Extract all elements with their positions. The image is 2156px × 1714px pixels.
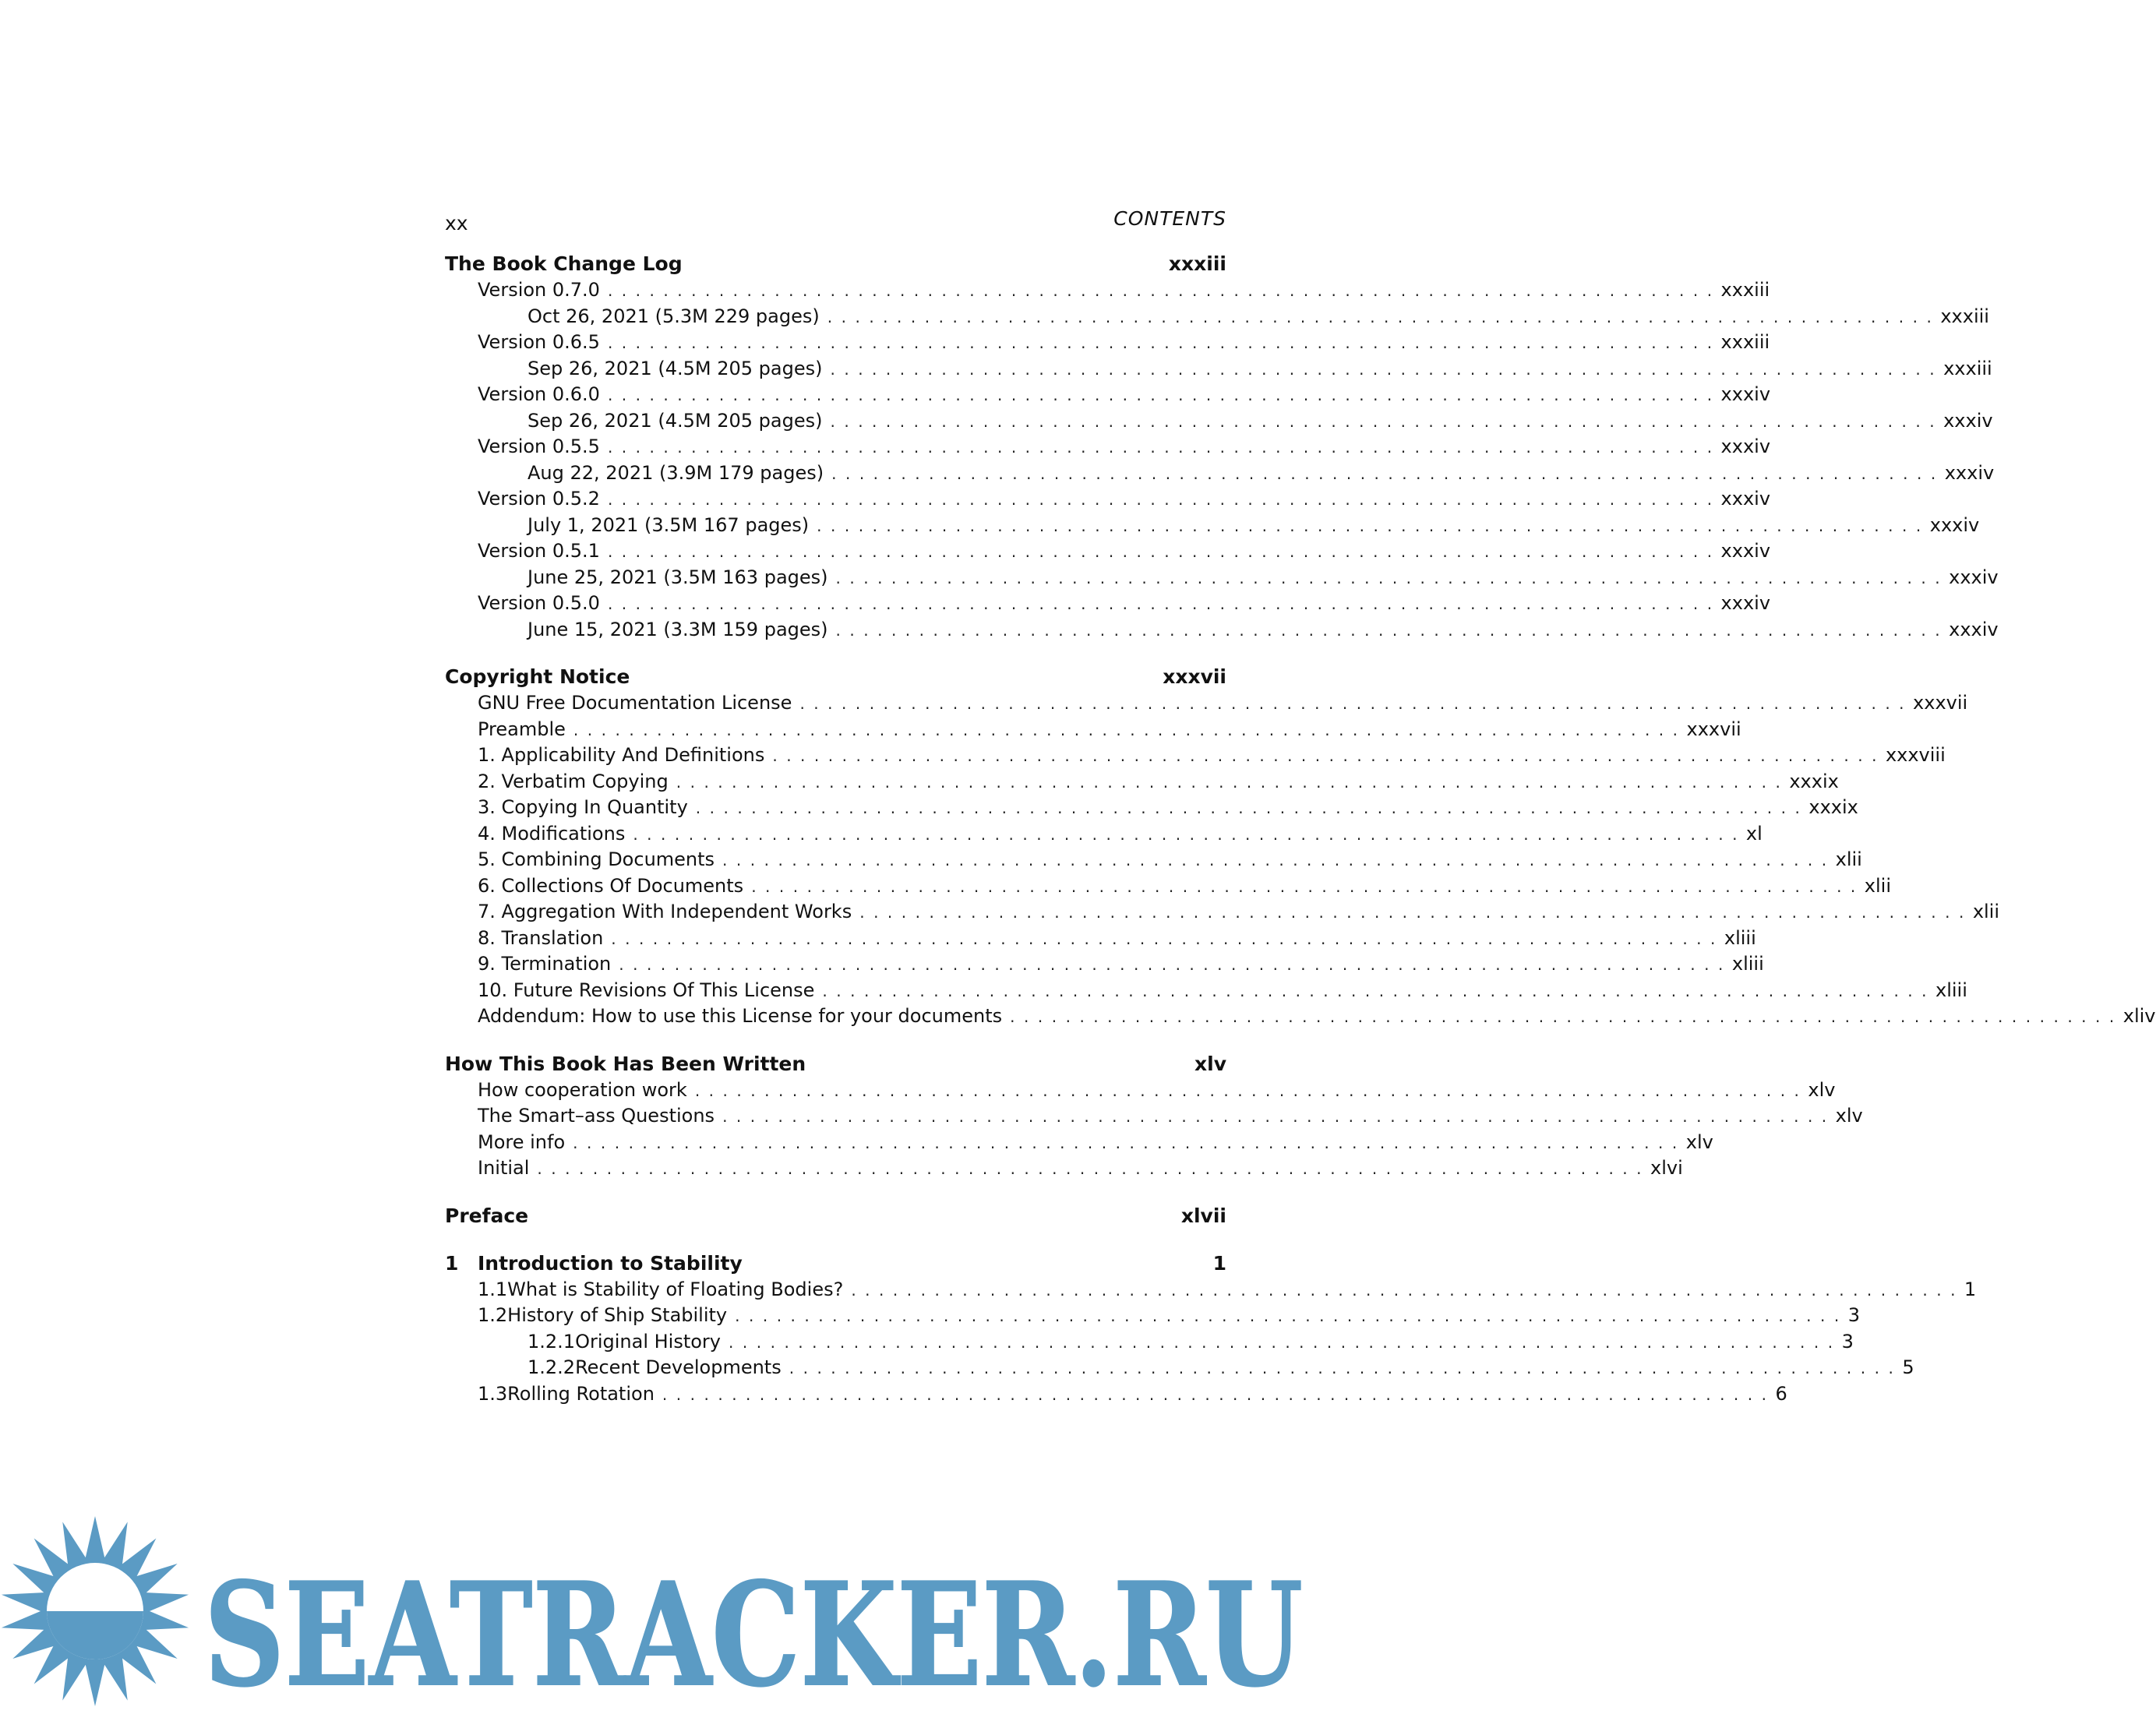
toc-entry-title: 8. Translation <box>478 926 604 949</box>
toc-entry-page: xlvi <box>1650 1157 1683 1179</box>
toc-entry[interactable] <box>445 978 1967 1004</box>
toc-entry-page: xxxiv <box>1944 461 1995 484</box>
toc-entry[interactable] <box>445 1381 1787 1408</box>
dot-leader: ................................................................................ <box>607 333 1721 352</box>
sun-icon <box>2 1516 189 1706</box>
toc-section-title: Copyright Notice <box>445 665 630 688</box>
toc-section-page: xlvii <box>1180 1204 1226 1227</box>
toc-entry[interactable] <box>445 565 1999 591</box>
toc-entry-page: xlii <box>1835 848 1862 870</box>
toc-entry-page: xxxiv <box>1949 618 1999 640</box>
toc-entry-page: xlii <box>1864 874 1891 897</box>
toc-entry-title: Sep 26, 2021 (4.5M 205 pages) <box>528 357 823 379</box>
dot-leader: ................................................................................ <box>695 799 1809 817</box>
toc-entry[interactable] <box>445 277 1770 304</box>
page-header <box>445 207 1226 235</box>
toc-entry-page: 3 <box>1841 1330 1854 1353</box>
dot-leader: ................................................................................ <box>789 1359 1903 1377</box>
dot-leader: ................................................................................ <box>607 542 1721 561</box>
toc-entry-page: xxxvii <box>1913 692 1968 714</box>
toc-entry[interactable] <box>445 821 1763 848</box>
toc-entry-title: 5. Combining Documents <box>478 848 715 870</box>
toc-entry-title: More info <box>478 1130 566 1153</box>
toc-entry-page: xliii <box>1731 953 1764 975</box>
toc-entry-page: xxxix <box>1808 796 1858 818</box>
toc-entry-title: Version 0.7.0 <box>478 279 600 301</box>
toc-entry[interactable] <box>445 1277 1977 1303</box>
toc-entry-page: xxxiv <box>1929 513 1980 536</box>
toc-entry-page: 1 <box>1964 1278 1977 1300</box>
dot-leader: ................................................................................ <box>830 411 1944 431</box>
toc-entry-title: 10. Future Revisions Of This License <box>478 979 815 1001</box>
toc-entry-page: xxxiv <box>1720 540 1771 562</box>
toc-entry-title: Preamble <box>478 718 566 740</box>
toc-entry-title: 6. Collections Of Documents <box>478 874 744 897</box>
toc-entry-title: Initial <box>478 1157 530 1179</box>
toc-entry[interactable] <box>445 434 1771 460</box>
toc-entry[interactable] <box>445 742 1946 769</box>
toc-entry[interactable] <box>445 304 1989 330</box>
dot-leader: ................................................................................ <box>633 824 1746 844</box>
toc-entry-title: What is Stability of Floating Bodies? <box>507 1278 844 1300</box>
toc-entry-page: xxxiv <box>1949 566 1999 588</box>
toc-entry-title: History of Ship Stability <box>507 1304 728 1326</box>
toc-section-page: xlv <box>1194 1052 1226 1075</box>
toc-section-title: Preface <box>445 1204 529 1227</box>
watermark-logo <box>0 1519 1325 1714</box>
toc-entry-title: 3. Copying In Quantity <box>478 796 688 818</box>
toc-entry[interactable] <box>445 1077 1836 1104</box>
toc-entry-title: Addendum: How to use this License for your documents <box>478 1005 1003 1027</box>
toc-section-page: 1 <box>1212 1251 1226 1275</box>
dot-leader: ................................................................................ <box>611 929 1724 948</box>
toc-entry-page: xlv <box>1685 1130 1713 1153</box>
toc-entry-title: Version 0.5.0 <box>478 592 600 614</box>
toc-entry[interactable] <box>445 513 1980 539</box>
toc-entry[interactable] <box>445 795 1858 821</box>
dot-leader: ................................................................................ <box>537 1159 1651 1178</box>
toc-entry-number: 1.3 <box>478 1382 508 1405</box>
toc-entry-page: 5 <box>1902 1356 1914 1378</box>
dot-leader: ................................................................................ <box>835 620 1950 640</box>
toc-entry[interactable] <box>445 1329 1854 1356</box>
toc-entry[interactable] <box>445 538 1771 565</box>
dot-leader: ................................................................................ <box>722 851 1836 869</box>
toc-entry-title: Version 0.6.5 <box>478 331 600 353</box>
toc-entry-title: GNU Free Documentation License <box>478 692 792 714</box>
toc-entry[interactable] <box>445 1155 1683 1182</box>
toc-section-page: xxxvii <box>1163 665 1226 688</box>
dot-leader: ................................................................................ <box>722 1107 1836 1126</box>
toc-entry[interactable] <box>445 769 1839 795</box>
toc-entry[interactable] <box>445 591 1771 617</box>
toc-entry[interactable] <box>445 690 1968 717</box>
toc-entry-title: Oct 26, 2021 (5.3M 229 pages) <box>528 305 820 327</box>
dot-leader: ................................................................................ <box>662 1384 1776 1404</box>
dot-leader: ................................................................................ <box>751 876 1865 896</box>
dot-leader: ................................................................................ <box>607 438 1721 457</box>
toc-entry-page: xxxvii <box>1686 718 1741 740</box>
toc-entry-page: xlv <box>1835 1105 1863 1127</box>
dot-leader: ................................................................................ <box>772 746 1886 765</box>
toc-entry-title: June 15, 2021 (3.3M 159 pages) <box>528 618 828 640</box>
toc-entry-title: Version 0.5.5 <box>478 436 600 457</box>
toc-section-page: xxxiii <box>1168 252 1226 275</box>
dot-leader: ................................................................................ <box>607 594 1721 613</box>
toc-entry-number: 1.2.1 <box>528 1330 576 1353</box>
toc-entry-page: xxxiv <box>1720 436 1771 457</box>
dot-leader: ................................................................................ <box>607 281 1721 300</box>
table-of-contents <box>445 251 2156 1407</box>
dot-leader: ................................................................................ <box>573 720 1687 739</box>
toc-entry-page: xliii <box>1935 979 1967 1001</box>
toc-entry[interactable] <box>445 486 1771 513</box>
toc-entry[interactable] <box>445 408 1993 435</box>
toc-entry-title: 9. Termination <box>478 953 612 975</box>
page-number: xx <box>445 212 468 235</box>
toc-section[interactable] <box>445 1203 1226 1229</box>
dot-leader: ................................................................................ <box>607 490 1721 509</box>
toc-entry-page: 6 <box>1775 1382 1787 1405</box>
toc-entry-page: xl <box>1745 822 1763 845</box>
toc-section-title: How This Book Has Been Written <box>445 1052 806 1075</box>
toc-entry-title: Sep 26, 2021 (4.5M 205 pages) <box>528 409 823 432</box>
dot-leader: ................................................................................ <box>735 1307 1848 1325</box>
toc-entry-page: xxxviii <box>1885 744 1946 766</box>
dot-leader: ................................................................................ <box>607 386 1721 404</box>
toc-entry[interactable] <box>445 460 1995 487</box>
dot-leader: ................................................................................ <box>1010 1007 2123 1026</box>
toc-entry-number: 1.2.2 <box>528 1356 576 1378</box>
dot-leader: ................................................................................ <box>859 903 1973 922</box>
toc-entry-title: July 1, 2021 (3.5M 167 pages) <box>528 513 810 536</box>
toc-entry-title: The Smart–ass Questions <box>478 1105 715 1127</box>
toc-entry-page: xxxiv <box>1720 383 1771 405</box>
toc-section-number: 1 <box>445 1251 459 1275</box>
toc-entry-page: 3 <box>1847 1304 1860 1326</box>
dot-leader: ................................................................................ <box>830 359 1944 379</box>
toc-entry[interactable] <box>445 926 1756 952</box>
toc-entry-page: xxxiii <box>1720 331 1770 353</box>
dot-leader: ................................................................................ <box>822 981 1936 1000</box>
toc-entry[interactable] <box>445 899 2000 926</box>
dot-leader: ................................................................................ <box>817 516 1930 535</box>
toc-section-title: The Book Change Log <box>445 252 683 275</box>
toc-entry-title: 2. Verbatim Copying <box>478 770 669 792</box>
toc-entry-page: xxxiv <box>1720 488 1771 510</box>
toc-entry-page: xxxix <box>1789 770 1839 792</box>
toc-entry[interactable] <box>445 1003 2156 1030</box>
toc-entry-page: xxxiv <box>1943 409 1993 432</box>
toc-entry-page: xxxiii <box>1720 279 1770 301</box>
toc-section[interactable] <box>445 1051 1226 1077</box>
dot-leader: ................................................................................ <box>573 1133 1686 1152</box>
toc-section[interactable] <box>445 664 1226 690</box>
dot-leader: ................................................................................ <box>827 307 1941 326</box>
toc-entry-number: 1.1 <box>478 1278 508 1300</box>
toc-entry-page: xliv <box>2122 1005 2156 1027</box>
toc-entry-page: xlii <box>1972 901 2000 922</box>
toc-entry-page: xxxiii <box>1940 305 1989 327</box>
watermark-text: SEATRACKER.RU <box>204 1551 1303 1714</box>
toc-entry[interactable] <box>445 356 1992 383</box>
toc-entry-title: Aug 22, 2021 (3.9M 179 pages) <box>528 461 824 484</box>
toc-entry-title: 7. Aggregation With Independent Works <box>478 901 852 922</box>
dot-leader: ................................................................................ <box>831 464 1945 483</box>
toc-entry[interactable] <box>445 382 1771 408</box>
toc-entry-title: Version 0.6.0 <box>478 383 600 405</box>
toc-entry[interactable] <box>445 717 1741 743</box>
toc-section[interactable] <box>445 1250 1226 1277</box>
dot-leader: ................................................................................ <box>619 955 1732 974</box>
toc-entry-title: Version 0.5.2 <box>478 488 600 510</box>
toc-entry-title: June 25, 2021 (3.5M 163 pages) <box>528 566 828 588</box>
toc-entry[interactable] <box>445 1355 1914 1381</box>
toc-entry[interactable] <box>445 873 1891 900</box>
toc-entry[interactable] <box>445 617 1999 644</box>
toc-entry-page: xxxiv <box>1720 592 1771 614</box>
toc-entry-page: xlv <box>1808 1078 1836 1101</box>
toc-entry-title: Original History <box>575 1330 722 1353</box>
toc-entry-title: Recent Developments <box>575 1356 782 1378</box>
toc-entry-title: 4. Modifications <box>478 822 626 845</box>
toc-entry[interactable] <box>445 330 1770 356</box>
toc-entry-page: xliii <box>1724 926 1756 949</box>
toc-entry[interactable] <box>445 847 1862 873</box>
toc-entry[interactable] <box>445 1130 1713 1156</box>
dot-leader: ................................................................................ <box>799 694 1914 713</box>
toc-entry-title: Rolling Rotation <box>507 1382 655 1405</box>
dot-leader: ................................................................................ <box>676 772 1790 792</box>
dot-leader: ................................................................................ <box>694 1081 1808 1100</box>
dot-leader: ................................................................................ <box>851 1280 1964 1300</box>
toc-entry[interactable] <box>445 1103 1863 1130</box>
toc-entry[interactable] <box>445 1303 1860 1329</box>
toc-entry-title: How cooperation work <box>478 1078 687 1101</box>
dot-leader: ................................................................................ <box>835 568 1950 587</box>
dot-leader: ................................................................................ <box>729 1332 1842 1352</box>
toc-section-title: Introduction to Stability <box>478 1251 743 1275</box>
toc-entry-page: xxxiii <box>1943 357 1992 379</box>
toc-entry-title: Version 0.5.1 <box>478 540 600 562</box>
running-title: CONTENTS <box>1113 207 1226 230</box>
toc-section[interactable] <box>445 251 1226 277</box>
toc-entry-number: 1.2 <box>478 1304 508 1326</box>
toc-entry[interactable] <box>445 951 1764 978</box>
toc-entry-title: 1. Applicability And Definitions <box>478 744 765 766</box>
